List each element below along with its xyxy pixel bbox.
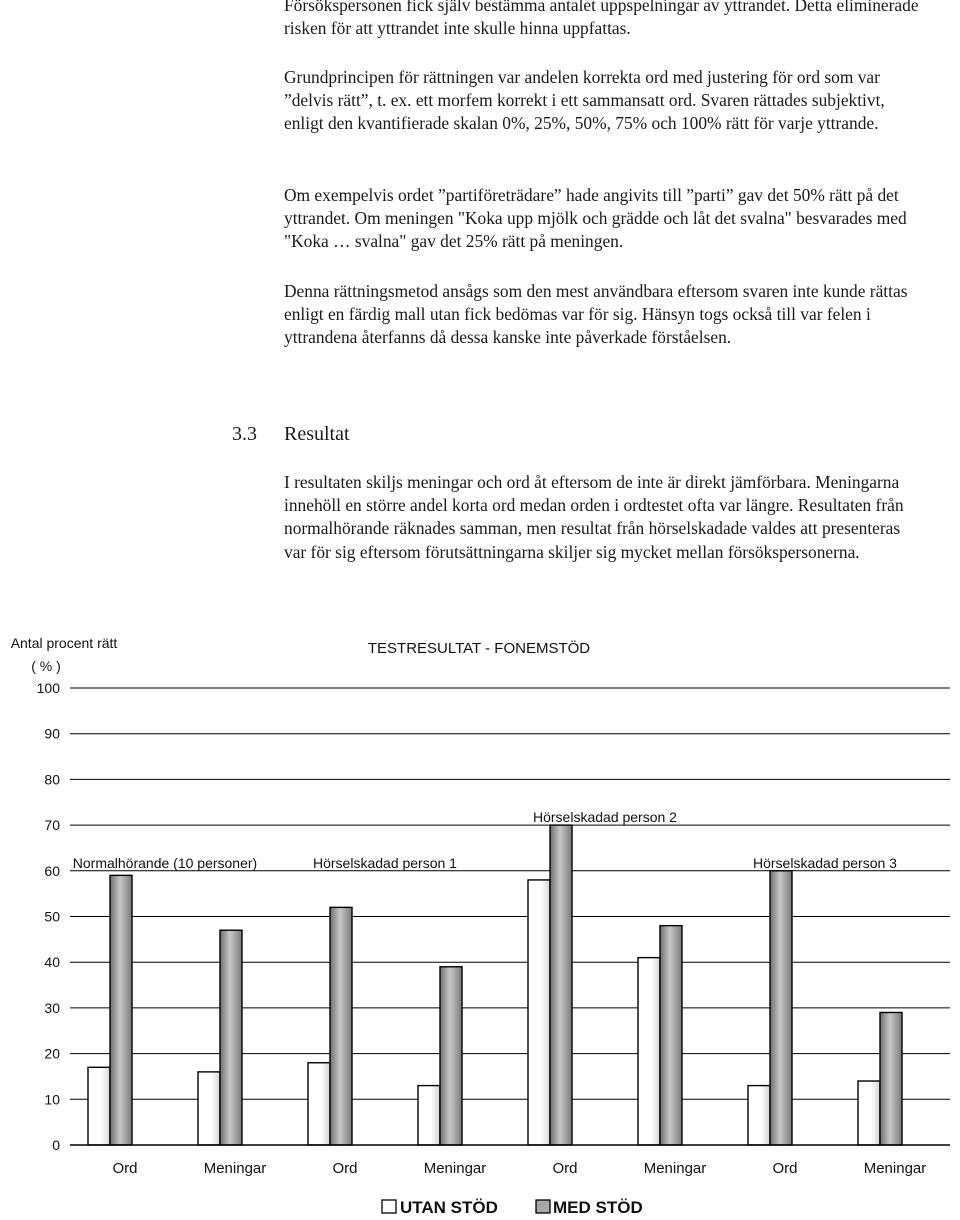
x-category-label: Ord <box>112 1160 138 1177</box>
section-heading <box>232 423 350 446</box>
x-category-label: Meningar <box>203 1160 267 1177</box>
legend-swatch-utan-stod <box>382 1200 396 1213</box>
y-tick-labels <box>37 680 61 1153</box>
y-tick-label: 80 <box>44 771 60 788</box>
y-tick-label: 90 <box>44 725 60 742</box>
bar-med-stod <box>550 825 572 1145</box>
bar-utan-stod <box>198 1072 220 1145</box>
paragraph-1: Försökspersonen fick själv bestämma antalet uppspelningar av yttrandet. Detta eliminerade risken för att yttrandet inte skulle hinna uppfattas. <box>284 0 919 39</box>
legend-label-med-stod: MED STÖD <box>553 1198 643 1215</box>
paragraph-3: Om exempelvis ordet ”partiföreträdare” hade angivits till ”parti” gav det 50% rätt på det yttrandet. Om meningen "Koka upp mjölk och grädde och låt det svalna" besvarades med "Koka … svalna" gav det 25% rätt på meningen. <box>284 185 907 252</box>
section-title: Resultat <box>284 423 350 445</box>
x-category-label: Ord <box>772 1160 798 1177</box>
group-label: Hörselskadad person 3 <box>753 854 897 871</box>
bar-med-stod <box>110 875 132 1145</box>
bar-utan-stod <box>418 1086 440 1145</box>
x-category-label: Ord <box>552 1160 578 1177</box>
bar-med-stod <box>660 926 682 1145</box>
paragraph-4: Denna rättningsmetod ansågs som den mest användbara eftersom svaren inte kunde rättas enligt en färdig mall utan fick bedömas var för sig. Hänsyn togs också till var felen i yttrandena återfanns då dessa kanske inte påverkade förståelsen. <box>284 281 908 348</box>
y-axis-label-line2: ( % ) <box>31 658 61 674</box>
bar-utan-stod <box>88 1067 110 1145</box>
y-tick-label: 70 <box>44 817 60 834</box>
bar-med-stod <box>330 907 352 1145</box>
y-tick-label: 100 <box>36 680 60 696</box>
bar-utan-stod <box>528 880 550 1145</box>
bar-utan-stod <box>858 1081 880 1145</box>
chart-title: TESTRESULTAT - FONEMSTÖD <box>367 640 591 657</box>
legend <box>382 1198 643 1215</box>
x-category-label: Meningar <box>863 1160 927 1177</box>
y-tick-label: 10 <box>44 1091 60 1108</box>
group-label: Normalhörande (10 personer) <box>72 854 258 871</box>
x-category-label: Ord <box>332 1160 358 1177</box>
x-category-label: Meningar <box>423 1160 487 1177</box>
y-tick-label: 0 <box>52 1137 60 1153</box>
group-label: Hörselskadad person 1 <box>313 854 457 871</box>
group-labels <box>73 809 897 871</box>
bar-med-stod <box>880 1012 902 1145</box>
group-label: Hörselskadad person 2 <box>533 809 677 826</box>
paragraph-2: Grundprincipen för rättningen var andelen korrekta ord med justering för ord som var ”delvis rätt”, t. ex. ett morfem korrekt i ett sammansatt ord. Svaren rättades subjektivt, enligt den kvantifierade skalan 0%, 25%, 50%, 75% och 100% rätt för varje yttrande. <box>284 67 885 134</box>
legend-label-utan-stod: UTAN STÖD <box>400 1198 498 1215</box>
bar-utan-stod <box>748 1086 770 1145</box>
bar-med-stod <box>220 930 242 1145</box>
bar-chart <box>0 620 960 1215</box>
y-tick-label: 60 <box>44 862 60 879</box>
bars <box>70 825 950 1145</box>
bar-med-stod <box>770 871 792 1145</box>
y-axis-label-line1: Antal procent rätt <box>10 635 118 651</box>
bar-utan-stod <box>638 958 660 1145</box>
paragraph-5: I resultaten skiljs meningar och ord åt eftersom de inte är direkt jämförbara. Meningarna innehöll en större andel korta ord medan orden i ordtestet ofta var längre. Resultaten från normalhörande räknades samman, men resultat från hörselskadade valdes att presenteras var för sig eftersom förutsättningarna skiljer sig mycket mellan försökspersonerna. <box>284 472 904 562</box>
legend-swatch-med-stod <box>536 1200 550 1213</box>
bar-med-stod <box>440 967 462 1145</box>
y-tick-label: 50 <box>44 908 60 925</box>
gridlines <box>70 688 950 1099</box>
section-number: 3.3 <box>232 423 257 445</box>
x-category-labels <box>112 1160 926 1177</box>
y-tick-label: 40 <box>44 954 60 971</box>
y-tick-label: 20 <box>44 1045 60 1062</box>
y-tick-label: 30 <box>44 999 60 1016</box>
x-category-label: Meningar <box>643 1160 707 1177</box>
bar-utan-stod <box>308 1063 330 1145</box>
chart-container <box>0 620 960 1215</box>
